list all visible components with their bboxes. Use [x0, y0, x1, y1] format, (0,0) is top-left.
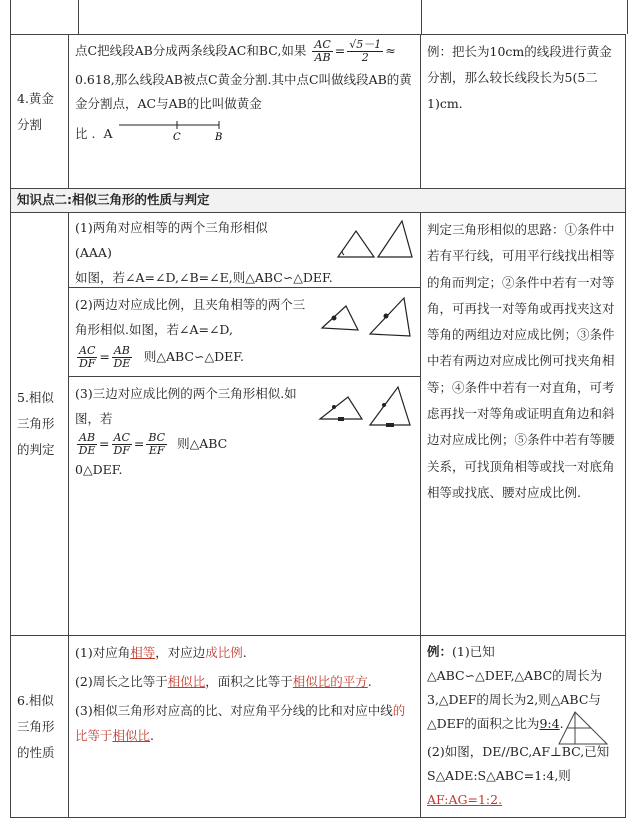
triangle-figure-sss — [314, 383, 414, 431]
table-row-similarity-criteria — [11, 213, 626, 636]
approx-sign: ≈ — [385, 43, 396, 58]
section-title-row — [11, 189, 626, 213]
fraction-ab-de: $\frac{AB}{DE}$ — [113, 344, 131, 370]
knowledge-table — [10, 34, 626, 818]
golden-segment-figure — [115, 116, 225, 142]
criterion-sas: (2)两边对应成比例，且夹角相等的两个三角形相似.如图，若∠A=∠D, $\frac{AC}{DF}$ = $\frac{AB}{DE}$ 则△ABC∽△DEF. — [69, 287, 420, 372]
row-name-cell — [11, 213, 69, 636]
property-3: (3)相似三角形对应高的比、对应角平分线的比和对应中线的比等于相似比. — [75, 703, 406, 743]
property-1: (1)对应角相等，对应边成比例. — [75, 645, 247, 660]
method-cell — [421, 213, 626, 636]
table-row-similarity-properties — [11, 636, 626, 818]
point-c-label: C — [173, 132, 181, 142]
fraction-ab-de-sss: $\frac{AB}{DE}$ — [78, 431, 96, 457]
triangle-figure-parallel — [555, 708, 611, 748]
golden-def-line3: 比 . A C B — [75, 122, 414, 148]
table-row-golden-section — [11, 35, 626, 189]
fraction-ac-df: $\frac{AC}{DF}$ — [78, 344, 96, 370]
triangle-figure-sas — [314, 294, 414, 342]
method-text: 判定三角形相似的思路：①条件中若有平行线，可用平行线找出相等的角而判定；②条件中若有一对等角，可再找一对等角或再找夹这对等角的两组边对应成比例；③条件中若有两边对应成比例可找夹角相等；④条件中若有一对直角，可考虑再找一对等角或证明直角边和斜边对应成比例；⑤条件中若有等腰关系，可找顶角相等或找一对底角相等或找底、腰对应成比例. — [427, 222, 615, 500]
point-a-label: A — [103, 126, 113, 141]
point-b-label: B — [215, 132, 223, 142]
text: 点C把线段AB分成两条线段AC和BC,如果 — [75, 43, 307, 58]
content-cell — [69, 35, 421, 189]
example-text: 例：把长为10cm的线段进行黄金分割，那么较长线段长为5(5二1)cm. — [427, 44, 612, 111]
criterion-aaa: (1)两角对应相等的两个三角形相似 (AAA) 如图，若∠A=∠D,∠B=∠E,则△ABC∽△DEF. — [75, 215, 414, 283]
example-cell: 例：(1)已知△ABC∽△DEF,△ABC的周长为3,△DEF的周长为2,则△ABC与△DEF的面积之比为9:4. (2)如图，DE//BC,AF⊥BC,已知S△ADE:S△ABC=1:4,则 AF:AG=1:2. — [421, 636, 626, 818]
fraction-bc-ef-sss: $\frac{BC}{EF}$ — [148, 431, 166, 457]
content-cell — [69, 636, 421, 818]
answer-area-ratio: 9:4 — [539, 716, 560, 731]
golden-def-line2: 0.618,那么线段AB被点C黄金分割.其中点C叫做线段AB的黄金分割点，AC与AB的比叫做黄金 — [75, 72, 412, 111]
fraction-ac-df-sss: $\frac{AC}{DF}$ — [113, 431, 130, 457]
row-name: 6.相似三角形的性质 — [17, 692, 55, 760]
fraction-ac-ab: $\frac{AC}{AB}$ — [314, 38, 331, 64]
fraction-sqrt5: $\frac{√5-1}{2}$ — [349, 38, 382, 64]
criterion-sss: (3)三边对应成比例的两个三角形相似.如图，若 $\frac{AB}{DE}$ = $\frac{AC}{DF}$ = $\frac{BC}{EF}$ 则△ABC 0△DEF. — [69, 376, 420, 461]
row-name: 4.黄金分割 — [17, 90, 54, 132]
row-name: 5.相似三角形的判定 — [17, 390, 55, 457]
property-2: (2)周长之比等于相似比，面积之比等于相似比的平方. — [75, 674, 372, 689]
section-title: 知识点二:相似三角形的性质与判定 — [11, 189, 626, 213]
table-top-continuation — [10, 0, 628, 34]
row-name-cell — [11, 35, 69, 189]
row-name-cell — [11, 636, 69, 818]
content-cell — [69, 213, 421, 636]
golden-def-line1: 点C把线段AB分成两条线段AC和BC,如果 $\frac{AC}{AB}$ = $\frac{√5-1}{2}$ ≈ — [75, 38, 396, 64]
triangle-figure-aaa — [334, 217, 414, 261]
example-label: 例： — [427, 644, 453, 659]
answer-height-ratio: AF:AG=1:2. — [427, 792, 503, 807]
example-cell — [421, 35, 626, 189]
